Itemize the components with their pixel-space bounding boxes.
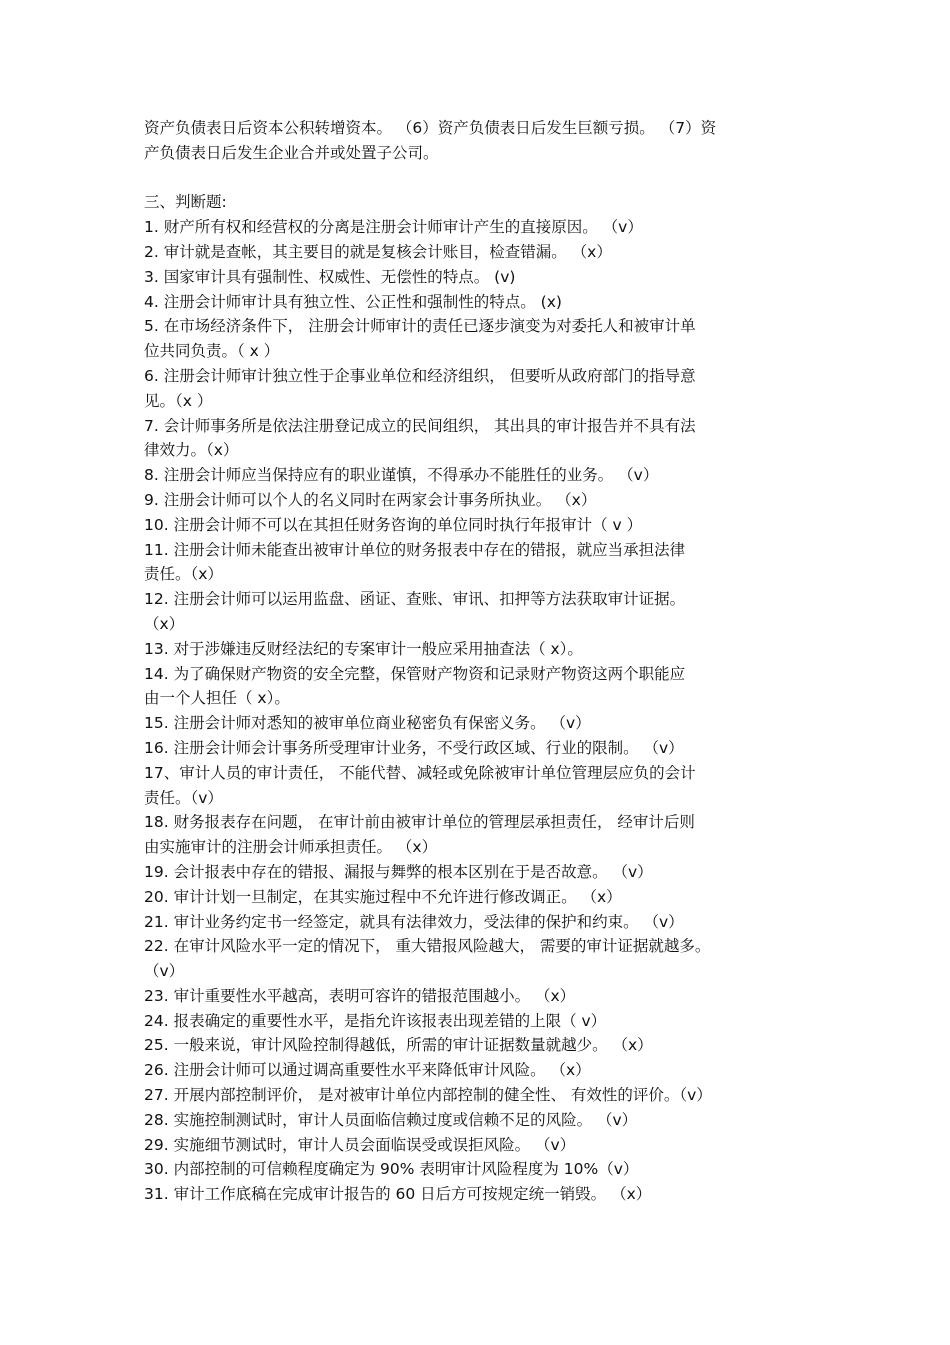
question-line: 17、审计人员的审计责任， 不能代替、减轻或免除被审计单位管理层应负的会计 [144,763,696,782]
question-line: 15. 注册会计师对悉知的被审单位商业秘密负有保密义务。 （v） [144,714,591,733]
question-line: 28. 实施控制测试时，审计人员面临信赖过度或信赖不足的风险。 （v） [144,1110,638,1129]
paragraph-gap [144,166,814,191]
intro-line: 资产负债表日后资本公积转增资本。 （6）资产负债表日后发生巨额亏损。 （7）资 [144,119,717,137]
question-line: 位共同负责。（ x ） [144,342,280,361]
question-line: 10. 注册会计师不可以在其担任财务咨询的单位同时执行年报审计（ v ） [144,515,643,534]
question-line: （v） [144,962,185,981]
question-line: 8. 注册会计师应当保持应有的职业谨慎，不得承办不能胜任的业务。 （v） [144,466,659,485]
question-line: 20. 审计计划一旦制定，在其实施过程中不允许进行修改调正。 （x） [144,887,622,906]
question-line: 1. 财产所有权和经营权的分离是注册会计师审计产生的直接原因。 （v） [144,218,643,237]
question-line: 29. 实施细节测试时，审计人员会面临误受或误拒风险。 （v） [144,1135,576,1154]
question-line: 13. 对于涉嫌违反财经法纪的专案审计一般应采用抽查法（ x）。 [144,639,583,658]
question-line: 14. 为了确保财产物资的安全完整，保管财产物资和记录财产物资这两个职能应 [144,664,686,683]
question-line: 24. 报表确定的重要性水平，是指允许该报表出现差错的上限（ v） [144,1011,607,1030]
question-line: 30. 内部控制的可信赖程度确定为 90% 表明审计风险程度为 10%（v） [144,1160,639,1179]
document-content [144,116,814,1207]
question-line: 见。（x ） [144,391,213,410]
section-heading: 三、判断题: [144,193,227,212]
question-line: 26. 注册会计师可以通过调高重要性水平来降低审计风险。 （x） [144,1061,591,1080]
question-line: 23. 审计重要性水平越高，表明可容许的错报范围越小。 （x） [144,986,576,1005]
question-line: 由实施审计的注册会计师承担责任。 （x） [144,838,438,857]
question-line: 由一个人担任（ x）。 [144,689,290,708]
question-line: 责任。（v） [144,788,223,807]
question-line: 11. 注册会计师未能查出被审计单位的财务报表中存在的错报，就应当承担法律 [144,540,686,559]
question-line: 22. 在审计风险水平一定的情况下， 重大错报风险越大， 需要的审计证据就越多。 [144,937,711,956]
question-line: 31. 审计工作底稿在完成审计报告的 60 日后方可按规定统一销毁。 （x） [144,1185,652,1204]
question-line: 18. 财务报表存在问题， 在审计前由被审计单位的管理层承担责任， 经审计后则 [144,813,695,832]
question-line: 2. 审计就是查帐，其主要目的就是复核会计账目，检查错漏。 （x） [144,242,612,261]
question-line: 16. 注册会计师会计事务所受理审计业务，不受行政区域、行业的限制。 （v） [144,738,684,757]
question-line: 27. 开展内部控制评价， 是对被审计单位内部控制的健全性、 有效性的评价。（v） [144,1086,712,1105]
question-line: 12. 注册会计师可以运用监盘、函证、查账、审讯、扣押等方法获取审计证据。 [144,590,686,609]
question-line: （x） [144,614,185,633]
question-line: 21. 审计业务约定书一经签定，就具有法律效力，受法律的保护和约束。 （v） [144,912,684,931]
intro-line: 产负债表日后发生企业合并或处置子公司。 [144,143,439,162]
question-line: 19. 会计报表中存在的错报、漏报与舞弊的根本区别在于是否故意。 （v） [144,862,653,881]
question-line: 9. 注册会计师可以个人的名义同时在两家会计事务所执业。 （x） [144,490,597,509]
question-line: 责任。（x） [144,565,223,584]
question-line: 7. 会计师事务所是依法注册登记成立的民间组织， 其出具的审计报告并不具有法 [144,416,696,435]
question-line: 6. 注册会计师审计独立性于企事业单位和经济组织， 但要听从政府部门的指导意 [144,366,696,385]
question-line: 4. 注册会计师审计具有独立性、公正性和强制性的特点。 (x) [144,292,562,311]
question-line: 3. 国家审计具有强制性、权威性、无偿性的特点。 (v) [144,267,516,286]
question-line: 25. 一般来说，审计风险控制得越低，所需的审计证据数量就越少。 （x） [144,1036,653,1055]
question-line: 律效力。（x） [144,441,239,460]
question-line: 5. 在市场经济条件下， 注册会计师审计的责任已逐步演变为对委托人和被审计单 [144,317,696,336]
